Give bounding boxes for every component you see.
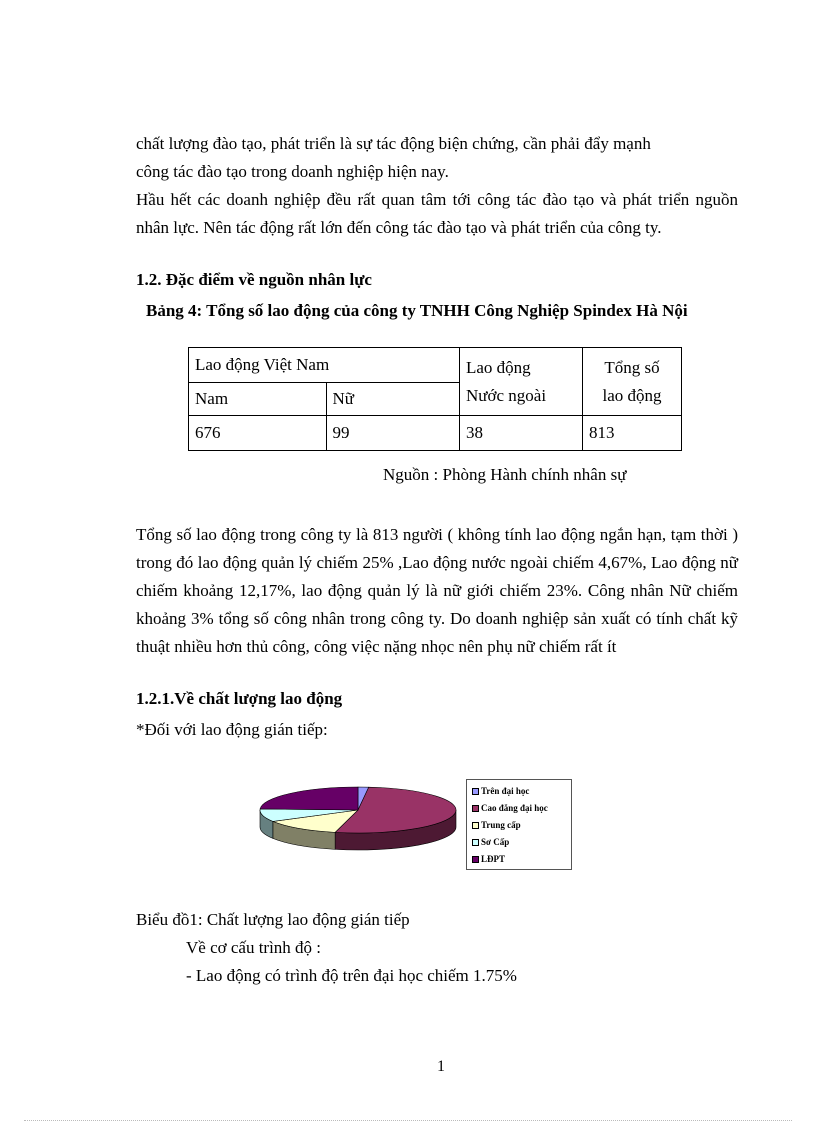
labor-table — [188, 347, 682, 451]
section-heading: 1.2. Đặc điểm về nguồn nhân lực — [136, 270, 372, 289]
male-header: Nam — [189, 383, 327, 416]
legend-swatch-college-university — [472, 805, 479, 812]
page-bottom-rule — [24, 1120, 792, 1121]
female-count: 99 — [326, 416, 460, 451]
intro-line-1: chất lượng đào tạo, phát triển là sự tác động biện chứng, cần phải đẩy mạnh — [136, 134, 651, 153]
table-source: Nguồn : Phòng Hành chính nhân sự — [383, 465, 627, 484]
total-labor-header — [583, 348, 682, 416]
pie-chart — [256, 780, 460, 860]
chart-legend — [466, 779, 572, 870]
legend-item-general-labor — [472, 854, 505, 865]
total-header-line-2: lao động — [602, 386, 662, 405]
summary-paragraph: Tổng số lao động trong công ty là 813 người ( không tính lao động ngắn hạn, tạm thời ) trong đó lao động quản lý chiếm 25% ,Lao động nước ngoài chiếm 4,67%, Lao động nữ chiếm khoảng 12,17%, lao động quản lý là nữ giới chiếm 23%. Công nhân Nữ chiếm khoảng 3% tổng số công nhân trong công ty. Do doanh nghiệp sản xuất có tính chất kỹ thuật nhiều hơn thủ công, công việc nặng nhọc nên phụ nữ chiếm rất ít — [136, 525, 738, 656]
legend-label-intermediate: Trung cấp — [481, 820, 521, 830]
total-count: 813 — [583, 416, 682, 451]
male-count: 676 — [189, 416, 327, 451]
legend-swatch-intermediate — [472, 822, 479, 829]
legend-label-general-labor: LĐPT — [481, 854, 506, 864]
foreign-header-line-1: Lao động — [466, 358, 531, 377]
legend-label-above-university: Trên đại học — [481, 786, 530, 796]
intro-paragraph — [136, 130, 738, 186]
subsection-heading: 1.2.1.Về chất lượng lao động — [136, 689, 343, 708]
legend-swatch-above-university — [472, 788, 479, 795]
vn-labor-header: Lao động Việt Nam — [189, 348, 460, 383]
structure-label: Về cơ cấu trình độ : — [186, 938, 322, 957]
chart-caption: Biểu đồ1: Chất lượng lao động gián tiếp — [136, 910, 410, 929]
legend-item-elementary — [472, 837, 509, 848]
female-header: Nữ — [326, 383, 460, 416]
page-number: 1 — [437, 1058, 445, 1075]
legend-item-college-university — [472, 803, 548, 814]
foreign-count: 38 — [460, 416, 583, 451]
foreign-header-line-2: Nước ngoài — [466, 386, 547, 405]
legend-label-elementary: Sơ Cấp — [481, 837, 510, 847]
foreign-labor-header — [460, 348, 583, 416]
table-title: Bảng 4: Tổng số lao động của công ty TNHH Công Nghiệp Spindex Hà Nội — [146, 301, 688, 320]
legend-label-college-university: Cao đẳng đại học — [481, 803, 548, 813]
legend-swatch-general-labor — [472, 856, 479, 863]
indirect-label: *Đối với lao động gián tiếp: — [136, 720, 328, 739]
intro-paragraph-2: Hầu hết các doanh nghiệp đều rất quan tâm tới công tác đào tạo và phát triển nguồn nhân lực. Nên tác động rất lớn đến công tác đào tạo và phát triển của công ty. — [136, 190, 738, 237]
pie-slice-general-labor — [260, 787, 358, 810]
intro-line-2: công tác đào tạo trong doanh nghiệp hiện nay. — [136, 162, 449, 181]
total-header-line-1: Tổng số — [604, 358, 660, 377]
legend-item-intermediate — [472, 820, 521, 831]
legend-swatch-elementary — [472, 839, 479, 846]
legend-item-above-university — [472, 786, 529, 797]
bullet-above-university: - Lao động có trình độ trên đại học chiếm 1.75% — [186, 966, 517, 985]
